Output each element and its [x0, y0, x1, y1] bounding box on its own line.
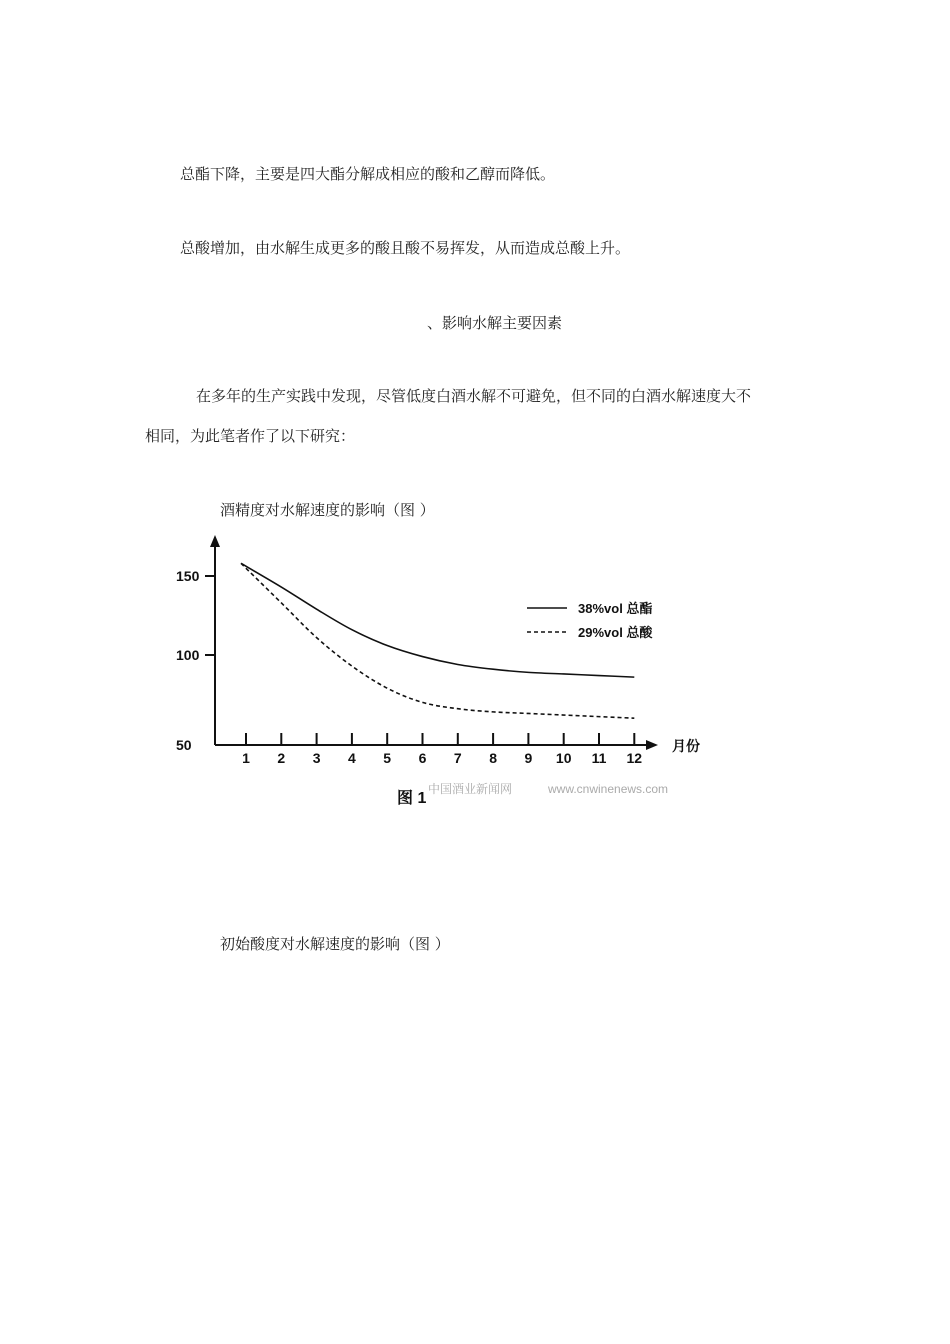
chart-series — [241, 563, 634, 718]
x-tick-label: 10 — [555, 750, 572, 766]
figure-label: 图 1 — [397, 790, 427, 807]
y-tick-label: 50 — [176, 737, 192, 753]
series-line-total-ester — [241, 563, 634, 677]
y-axis-arrow — [210, 535, 220, 547]
legend-label: 38%vol 总酯 — [578, 601, 653, 616]
hydrolysis-line-chart — [160, 525, 720, 815]
x-tick-label: 3 — [312, 750, 321, 766]
x-axis-arrow — [646, 740, 658, 750]
chart-axes — [176, 535, 700, 766]
x-tick-label: 2 — [277, 750, 286, 766]
y-tick-label: 150 — [176, 568, 200, 584]
x-tick-label: 12 — [626, 750, 643, 766]
paragraph-total-ester: 总酯下降，主要是四大酯分解成相应的酸和乙醇而降低。 — [180, 165, 556, 183]
x-tick-label: 1 — [242, 750, 250, 766]
x-tick-label: 7 — [453, 750, 462, 766]
y-tick-label: 100 — [176, 647, 200, 663]
figure-caption-alcohol: 酒精度对水解速度的影响（图 ） — [220, 501, 435, 519]
watermark-url: www.cnwinenews.com — [548, 782, 669, 796]
x-tick-label: 4 — [348, 750, 356, 766]
paragraph-total-acid: 总酸增加，由水解生成更多的酸且酸不易挥发，从而造成总酸上升。 — [180, 239, 631, 257]
x-tick-label: 5 — [383, 750, 392, 766]
x-tick-label: 6 — [418, 750, 427, 766]
legend-label: 29%vol 总酸 — [578, 625, 653, 640]
chart-legend — [527, 601, 653, 640]
x-tick-label: 9 — [524, 750, 533, 766]
x-tick-label: 11 — [591, 750, 607, 766]
body-paragraph-line-2: 相同，为此笔者作了以下研究： — [145, 427, 356, 445]
x-axis-title: 月份 — [672, 738, 700, 754]
series-line-total-acid — [241, 563, 634, 718]
body-paragraph-line-1: 在多年的生产实践中发现，尽管低度白酒水解不可避免，但不同的白酒水解速度大不 — [196, 387, 752, 405]
watermark-site-name: 中国酒业新闻网 — [428, 782, 513, 796]
figure-caption-acidity: 初始酸度对水解速度的影响（图 ） — [220, 935, 450, 953]
section-heading: 、影响水解主要因素 — [427, 314, 563, 332]
x-tick-label: 8 — [489, 750, 497, 766]
